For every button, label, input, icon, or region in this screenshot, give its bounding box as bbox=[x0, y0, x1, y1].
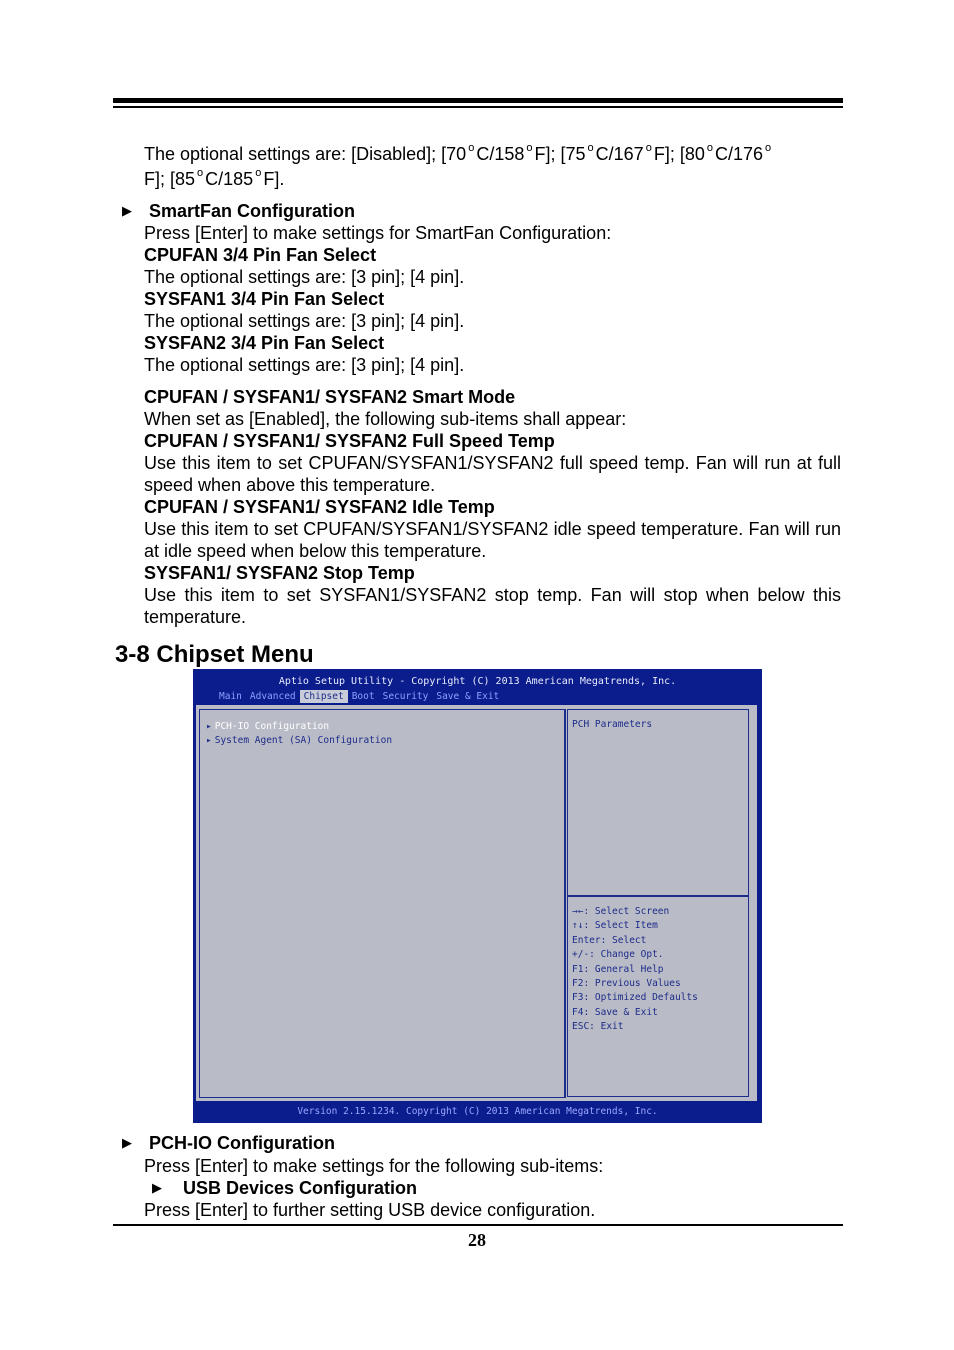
pchio-heading: PCH-IO Configuration bbox=[149, 1133, 335, 1153]
bios-body bbox=[196, 705, 757, 1101]
page-number: 28 bbox=[468, 1230, 486, 1250]
item-title: CPUFAN / SYSFAN1/ SYSFAN2 Idle Temp bbox=[144, 497, 495, 517]
bios-tab-boot[interactable]: Boot bbox=[351, 691, 375, 702]
footer-rule bbox=[113, 1224, 843, 1226]
key-hint: ESC: Exit bbox=[572, 1021, 624, 1033]
temp-text: C/167 bbox=[595, 144, 644, 164]
degree-mark: o bbox=[526, 142, 533, 154]
bios-tab-chipset[interactable]: Chipset bbox=[300, 690, 348, 703]
degree-mark: o bbox=[645, 142, 652, 154]
degree-mark: o bbox=[765, 142, 772, 154]
item-text: Use this item to set SYSFAN1/SYSFAN2 stop temp. Fan will stop when below this temperature. bbox=[144, 585, 841, 627]
key-hint: →←: Select Screen bbox=[572, 906, 670, 917]
bios-item-system-agent[interactable] bbox=[206, 734, 392, 747]
usb-devices-heading: USB Devices Configuration bbox=[183, 1178, 418, 1198]
item-text: The optional settings are: [3 pin]; [4 pin]. bbox=[144, 267, 465, 287]
bios-tab-advanced[interactable]: Advanced bbox=[249, 691, 296, 702]
item-text: Use this item to set CPUFAN/SYSFAN1/SYSFAN2 full speed temp. Fan will run at full speed when above this temperature. bbox=[144, 453, 841, 495]
section-title: 3-8 Chipset Menu bbox=[115, 641, 314, 668]
bios-tab-security[interactable]: Security bbox=[382, 691, 429, 702]
pchio-text: Press [Enter] to make settings for the following sub-items: bbox=[144, 1156, 604, 1176]
bios-help-panel bbox=[567, 709, 749, 897]
degree-mark: o bbox=[706, 142, 713, 154]
temp-text: C/158 bbox=[476, 144, 525, 164]
temp-options-line1 bbox=[144, 143, 841, 168]
item-text: The optional settings are: [3 pin]; [4 pin]. bbox=[144, 355, 465, 375]
temp-text: F]. bbox=[263, 169, 285, 189]
header-rule-thin bbox=[113, 106, 843, 108]
item-text: Use this item to set CPUFAN/SYSFAN1/SYSFAN2 idle speed temperature. Fan will run at idle speed when below this temperature. bbox=[144, 519, 841, 561]
bios-item-pch-io[interactable] bbox=[206, 720, 329, 733]
item-title: CPUFAN / SYSFAN1/ SYSFAN2 Smart Mode bbox=[144, 387, 516, 407]
bios-key-legend bbox=[572, 905, 698, 1035]
item-title: SYSFAN1/ SYSFAN2 Stop Temp bbox=[144, 563, 415, 583]
temp-text: F]; [85 bbox=[144, 169, 196, 189]
key-hint: F2: Previous Values bbox=[572, 978, 681, 990]
item-title: SYSFAN2 3/4 Pin Fan Select bbox=[144, 333, 385, 353]
bios-tab-save-exit[interactable]: Save & Exit bbox=[436, 691, 500, 702]
item-title: CPUFAN 3/4 Pin Fan Select bbox=[144, 245, 377, 265]
usb-devices-text: Press [Enter] to further setting USB device configuration. bbox=[144, 1200, 596, 1220]
temp-text: C/176 bbox=[714, 144, 764, 164]
key-hint: +/-: Change Opt. bbox=[572, 949, 664, 961]
header-rule-thick bbox=[113, 98, 843, 103]
temp-text: The optional settings are: [Disabled]; [70 bbox=[144, 144, 467, 164]
temp-text: F]; [80 bbox=[653, 144, 705, 164]
submenu-arrow-icon: ▸ bbox=[206, 721, 212, 732]
item-text: When set as [Enabled], the following sub-items shall appear: bbox=[144, 409, 627, 429]
bios-item-label: System Agent (SA) Configuration bbox=[214, 735, 393, 746]
item-text: The optional settings are: [3 pin]; [4 pin]. bbox=[144, 311, 465, 331]
bios-screenshot bbox=[193, 669, 762, 1123]
bios-item-label: PCH-IO Configuration bbox=[214, 721, 330, 732]
degree-mark: o bbox=[255, 167, 262, 179]
item-title: SYSFAN1 3/4 Pin Fan Select bbox=[144, 289, 385, 309]
key-hint: ↑↓: Select Item bbox=[572, 920, 658, 932]
key-hint: Enter: Select bbox=[572, 934, 647, 946]
submenu-arrow-icon: ▸ bbox=[206, 735, 212, 746]
temp-text: F]; [75 bbox=[534, 144, 586, 164]
bullet-arrow-icon: ▶ bbox=[122, 1135, 132, 1150]
bios-menu-panel bbox=[199, 709, 566, 1098]
degree-mark: o bbox=[197, 167, 204, 179]
item-title: CPUFAN / SYSFAN1/ SYSFAN2 Full Speed Temp bbox=[144, 431, 555, 451]
smartfan-heading: SmartFan Configuration bbox=[149, 201, 355, 221]
bios-keys-panel bbox=[567, 896, 749, 1097]
bullet-arrow-icon: ▶ bbox=[122, 203, 132, 218]
temp-options-line2 bbox=[144, 168, 841, 193]
smartfan-intro: Press [Enter] to make settings for SmartFan Configuration: bbox=[144, 223, 612, 243]
key-hint: F1: General Help bbox=[572, 963, 664, 975]
key-hint: F3: Optimized Defaults bbox=[572, 992, 698, 1004]
bullet-arrow-icon: ▶ bbox=[152, 1180, 162, 1195]
bios-footer: Version 2.15.1234. Copyright (C) 2013 American Megatrends, Inc. bbox=[297, 1106, 658, 1117]
temp-text: C/185 bbox=[205, 169, 254, 189]
degree-mark: o bbox=[468, 142, 475, 154]
bios-tab-bar bbox=[199, 690, 503, 703]
bios-help-text: PCH Parameters bbox=[572, 719, 653, 730]
degree-mark: o bbox=[587, 142, 594, 154]
key-hint: F4: Save & Exit bbox=[572, 1006, 658, 1018]
bios-tab-main[interactable]: Main bbox=[219, 691, 242, 702]
bios-title: Aptio Setup Utility - Copyright (C) 2013 American Megatrends, Inc. bbox=[278, 676, 677, 687]
